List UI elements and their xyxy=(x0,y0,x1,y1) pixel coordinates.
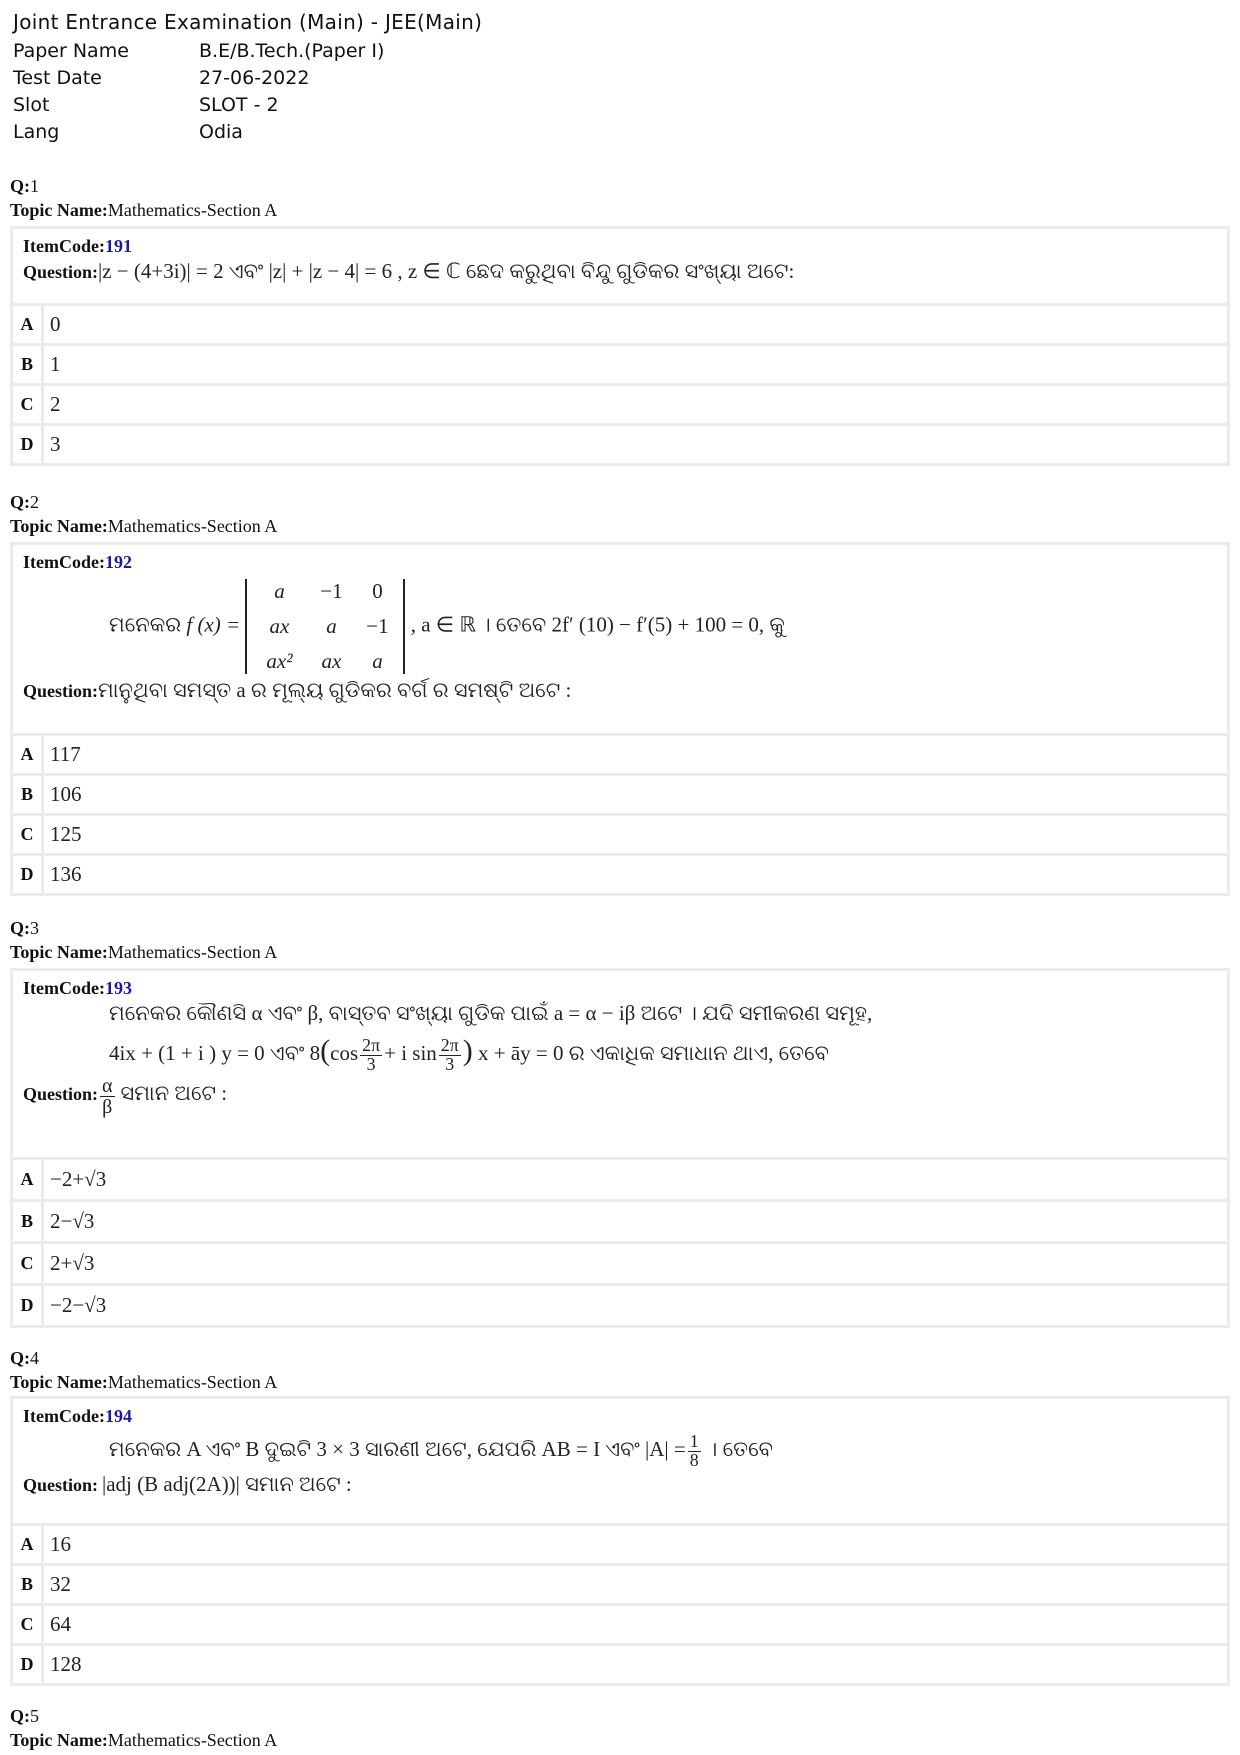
stem-fx: f (x) = xyxy=(186,612,241,637)
cos-text: cos xyxy=(330,1041,359,1065)
question-card-4 xyxy=(10,1396,1230,1686)
topic-name: Mathematics-Section A xyxy=(107,1730,278,1750)
option-letter: B xyxy=(13,776,41,813)
det-cell: −1 xyxy=(320,579,343,603)
itemcode-value: 193 xyxy=(104,978,132,998)
option-letter: B xyxy=(13,1566,41,1603)
option-value: 106 xyxy=(44,776,1227,813)
question-header-4 xyxy=(10,1346,277,1394)
frac-den: 3 xyxy=(445,1053,455,1074)
option-c[interactable] xyxy=(13,816,1227,853)
question-text: |adj (B adj(2A))| ସମାନ ଅଟେ : xyxy=(102,1471,352,1496)
option-value: 64 xyxy=(44,1606,1227,1643)
topic-name: Mathematics-Section A xyxy=(107,942,278,962)
question-cell xyxy=(13,971,1227,1157)
meta-row-test-date xyxy=(13,65,713,92)
option-b[interactable] xyxy=(13,1566,1227,1603)
frac-num: 2π xyxy=(362,1034,381,1055)
itemcode: ItemCode:194 xyxy=(23,1406,132,1426)
option-value: −2−√3 xyxy=(44,1286,1227,1325)
option-letter: C xyxy=(13,1244,41,1283)
meta-key: Paper Name xyxy=(13,40,129,62)
q-number: 3 xyxy=(30,918,39,938)
det-cell: ax² xyxy=(266,649,293,673)
frac-den: 3 xyxy=(366,1053,376,1074)
det-cell: a xyxy=(372,649,383,673)
option-c[interactable] xyxy=(13,1606,1227,1643)
option-value: 1 xyxy=(44,346,1227,383)
frac-num: α xyxy=(102,1074,113,1097)
option-b[interactable] xyxy=(13,346,1227,383)
q-label: Q: xyxy=(10,1348,30,1368)
itemcode-value: 192 xyxy=(104,552,132,572)
itemcode: ItemCode:191 xyxy=(23,236,132,256)
question-label: Question: xyxy=(23,262,99,282)
itemcode: ItemCode:192 xyxy=(23,552,132,572)
question-cell xyxy=(13,1399,1227,1523)
meta-key: Slot xyxy=(13,94,50,116)
meta-row-slot xyxy=(13,92,713,119)
question-label: Question: xyxy=(23,1474,99,1495)
option-letter: A xyxy=(13,1526,41,1563)
exam-title: Joint Entrance Examination (Main) - JEE(Main) xyxy=(13,10,483,34)
frac-den: β xyxy=(102,1095,113,1118)
det-cell: −1 xyxy=(366,614,389,638)
option-b[interactable] xyxy=(13,1202,1227,1241)
question-label: Question: xyxy=(23,681,99,701)
stem-text: । ତେବେ xyxy=(707,1437,773,1462)
det-cell: 0 xyxy=(372,579,383,603)
meta-value: B.E/B.Tech.(Paper I) xyxy=(199,40,385,62)
option-letter: C xyxy=(13,816,41,853)
option-letter: A xyxy=(13,736,41,773)
sin-text: + i sin xyxy=(384,1041,437,1065)
det-cell: ax xyxy=(321,649,342,673)
topic-label: Topic Name: xyxy=(10,1730,108,1750)
q-label: Q: xyxy=(10,176,30,196)
q-number: 5 xyxy=(30,1706,39,1726)
option-letter: D xyxy=(13,1646,41,1683)
option-value: 16 xyxy=(44,1526,1227,1563)
question-cell xyxy=(13,545,1227,733)
option-d[interactable] xyxy=(13,1646,1227,1683)
question-header-2 xyxy=(10,490,277,538)
frac-den: 8 xyxy=(689,1449,699,1470)
paper-header xyxy=(13,10,713,146)
frac-num: 2π xyxy=(440,1034,459,1055)
question-card-3 xyxy=(10,968,1230,1328)
option-value: 0 xyxy=(44,306,1227,343)
topic-label: Topic Name: xyxy=(10,516,108,536)
meta-key: Lang xyxy=(13,121,60,143)
stem-text: x + āy = 0 ର ଏକାଧିକ ସମାଧାନ ଥାଏ, ତେବେ xyxy=(477,1041,829,1065)
option-d[interactable] xyxy=(13,856,1227,893)
option-letter: A xyxy=(13,1160,41,1199)
itemcode-value: 191 xyxy=(104,236,132,256)
option-a[interactable] xyxy=(13,1526,1227,1563)
meta-value: Odia xyxy=(199,121,243,143)
topic-label: Topic Name: xyxy=(10,200,108,220)
stem-text: , a ∈ ℝ । ତେବେ 2f′ (10) − f′(5) + 100 = 0, କୁ xyxy=(410,612,785,637)
option-c[interactable] xyxy=(13,386,1227,423)
option-value: 125 xyxy=(44,816,1227,853)
q-label: Q: xyxy=(10,918,30,938)
option-letter: D xyxy=(13,1286,41,1325)
question-header-3 xyxy=(10,916,277,964)
stem-text: 4ix + (1 + i ) y = 0 ଏବଂ 8 xyxy=(109,1041,321,1065)
option-d[interactable] xyxy=(13,426,1227,463)
q-label: Q: xyxy=(10,492,30,512)
det-cell: ax xyxy=(269,614,290,638)
question-header-5 xyxy=(10,1704,277,1752)
q-label: Q: xyxy=(10,1706,30,1726)
question-card-2 xyxy=(10,542,1230,896)
option-value: 2−√3 xyxy=(44,1202,1227,1241)
option-value: 2 xyxy=(44,386,1227,423)
topic-name: Mathematics-Section A xyxy=(107,516,278,536)
question-header-1 xyxy=(10,174,277,222)
option-value: 32 xyxy=(44,1566,1227,1603)
meta-value: SLOT - 2 xyxy=(199,94,279,116)
question-card-1 xyxy=(10,226,1230,466)
question-text: |z − (4+3i)| = 2 ଏବଂ |z| + |z − 4| = 6 , z ∈ ℂ ଛେଦ କରୁଥିବା ବିନ୍ଦୁ ଗୁଡିକର ସଂଖ୍ୟା ଅଟେ: xyxy=(98,259,795,283)
option-value: 117 xyxy=(44,736,1227,773)
paper-meta xyxy=(13,38,713,146)
option-letter: B xyxy=(13,1202,41,1241)
question-stem xyxy=(23,579,1217,674)
option-value: 2+√3 xyxy=(44,1244,1227,1283)
meta-row-paper-name xyxy=(13,38,713,65)
stem-line-2: 4ix + (1 + i ) y = 0 ଏବଂ 8(cos $\frac{2\pi}{3}$ + i sin $\frac{2\pi}{3}$ ) x + āy = 0 ର ଏକାଧିକ ସମାଧାନ ଥାଏ, ତେବେ xyxy=(109,1034,829,1074)
determinant xyxy=(245,579,405,674)
option-b[interactable] xyxy=(13,776,1227,813)
option-a[interactable] xyxy=(13,736,1227,773)
option-a[interactable] xyxy=(13,1160,1227,1199)
option-value: −2+√3 xyxy=(44,1160,1227,1199)
option-letter: A xyxy=(13,306,41,343)
meta-value: 27-06-2022 xyxy=(199,67,310,89)
option-value: 3 xyxy=(44,426,1227,463)
option-letter: C xyxy=(13,386,41,423)
q-number: 2 xyxy=(30,492,39,512)
stem-line-1 xyxy=(23,1433,1217,1470)
q-number: 4 xyxy=(30,1348,39,1368)
meta-row-lang xyxy=(13,119,713,146)
option-letter: D xyxy=(13,426,41,463)
option-d[interactable] xyxy=(13,1286,1227,1325)
det-cell: a xyxy=(274,579,285,603)
det-cell: a xyxy=(326,614,337,638)
frac-num: 1 xyxy=(689,1431,699,1451)
option-value: 128 xyxy=(44,1646,1227,1683)
option-letter: C xyxy=(13,1606,41,1643)
question-label: Question: xyxy=(23,1083,99,1104)
option-c[interactable] xyxy=(13,1244,1227,1283)
option-a[interactable] xyxy=(13,306,1227,343)
meta-key: Test Date xyxy=(13,67,102,89)
stem-line-1: ମନେକର କୌଣସି α ଏବଂ β, ବାସ୍ତବ ସଂଖ୍ୟା ଗୁଡିକ ପାଇଁ a = α − iβ ଅଟେ । ଯଦି ସମୀକରଣ ସମୂହ, xyxy=(109,1001,873,1025)
itemcode: ItemCode:193 xyxy=(23,978,132,998)
option-letter: D xyxy=(13,856,41,893)
question-cell xyxy=(13,229,1227,303)
option-letter: B xyxy=(13,346,41,383)
option-value: 136 xyxy=(44,856,1227,893)
itemcode-value: 194 xyxy=(104,1406,132,1426)
question-text: ମାନୁଥିବା ସମସ୍ତ a ର ମୂଲ୍ୟ ଗୁଡିକର ବର୍ଗ ର ସମଷ୍ଟି ଅଟେ : xyxy=(98,678,572,702)
stem-text: ମନେକର A ଏବଂ B ଦୁଇଟି 3 × 3 ସାରଣୀ ଅଟେ, ଯେପରି AB = I ଏବଂ |A| = xyxy=(109,1437,686,1462)
q-number: 1 xyxy=(30,176,39,196)
question-text: ସମାନ ଅଟେ : xyxy=(120,1080,228,1105)
stem-text: ମନେକର xyxy=(109,612,182,637)
topic-label: Topic Name: xyxy=(10,1372,108,1392)
topic-name: Mathematics-Section A xyxy=(107,200,278,220)
topic-label: Topic Name: xyxy=(10,942,108,962)
topic-name: Mathematics-Section A xyxy=(107,1372,278,1392)
